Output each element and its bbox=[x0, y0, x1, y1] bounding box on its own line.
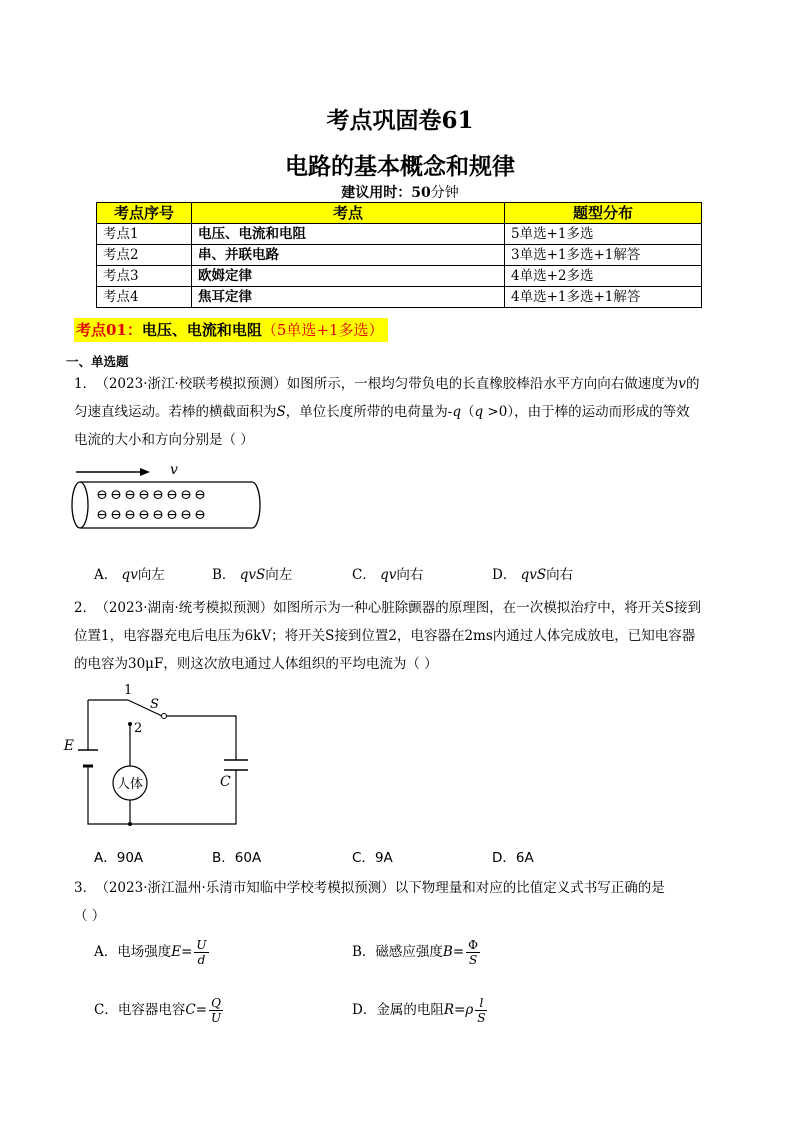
formula-fraction bbox=[466, 938, 480, 967]
option-expr: qvS bbox=[520, 567, 547, 583]
time-label: 建议用时： bbox=[341, 185, 412, 201]
formula-lhs: B bbox=[442, 944, 453, 960]
question-text: 电流的大小和方向分别是（ ） bbox=[74, 432, 254, 448]
negative-charge: ⊖ bbox=[96, 507, 108, 523]
q2-option-c[interactable] bbox=[352, 846, 393, 866]
table-header: 考点 bbox=[192, 203, 505, 224]
negative-charge: ⊖ bbox=[110, 507, 122, 523]
question-line bbox=[74, 622, 714, 650]
option-text: 电容器电容 bbox=[117, 1002, 186, 1018]
option-expr: qvS bbox=[239, 567, 266, 583]
formula-fraction bbox=[194, 938, 208, 967]
page-title: 考点巩固卷61 bbox=[326, 107, 474, 134]
option-text: 金属的电阻 bbox=[376, 1002, 444, 1018]
equals: = bbox=[454, 1002, 466, 1018]
table-cell: 5单选+1多选 bbox=[505, 224, 702, 245]
option-text: 向左 bbox=[137, 567, 165, 583]
question-text: 的电容为30μF，则这次放电通过人体组织的平均电流为（ ） bbox=[74, 656, 438, 672]
section-note: （5单选+1多选） bbox=[261, 321, 384, 339]
table-header-row bbox=[97, 203, 702, 224]
negative-charge: ⊖ bbox=[138, 507, 150, 523]
question-text: （2023·浙江温州·乐清市知临中学校考模拟预测）以下物理量和对应的比值定义式书写正确的是 bbox=[102, 880, 665, 896]
table-cell: 考点2 bbox=[97, 245, 192, 266]
option-label: D． bbox=[492, 850, 516, 866]
table-cell: 考点1 bbox=[97, 224, 192, 245]
denominator: S bbox=[477, 1011, 486, 1025]
option-value: 6A bbox=[515, 850, 534, 866]
q1-option-c[interactable] bbox=[352, 563, 423, 583]
option-label: B． bbox=[212, 567, 236, 583]
option-label: D． bbox=[352, 1002, 377, 1018]
q1-option-d[interactable] bbox=[492, 563, 573, 583]
table-cell: 考点3 bbox=[97, 266, 192, 287]
option-text: 向右 bbox=[396, 567, 424, 583]
switch-label: S bbox=[150, 697, 159, 712]
contact-2-label: 2 bbox=[134, 721, 143, 736]
formula-rho: ρ bbox=[465, 1002, 474, 1018]
var: q bbox=[474, 404, 484, 420]
q3-option-a[interactable] bbox=[94, 938, 211, 967]
question-text: （ bbox=[460, 404, 475, 420]
option-label: C． bbox=[94, 1002, 118, 1018]
question-2 bbox=[74, 594, 714, 678]
option-label: D． bbox=[492, 567, 517, 583]
question-line bbox=[74, 594, 714, 622]
question-line bbox=[74, 370, 714, 398]
section-prefix: 考点01： bbox=[76, 321, 142, 339]
question-line bbox=[74, 650, 714, 678]
numerator: Φ bbox=[468, 938, 478, 952]
contact-2 bbox=[128, 722, 132, 726]
question-text: 匀速直线运动。若棒的横截面积为 bbox=[74, 404, 277, 420]
contact-1-label: 1 bbox=[124, 683, 133, 698]
table-cell: 4单选+2多选 bbox=[505, 266, 702, 287]
table-row bbox=[97, 287, 702, 308]
table-header: 题型分布 bbox=[505, 203, 702, 224]
question-text: 的 bbox=[685, 376, 700, 392]
option-text: 磁感应强度 bbox=[375, 944, 443, 960]
negative-charge: ⊖ bbox=[152, 487, 164, 503]
table-cell: 焦耳定律 bbox=[192, 287, 505, 308]
negative-charge: ⊖ bbox=[194, 507, 206, 523]
option-label: A． bbox=[94, 944, 118, 960]
question-number: 1． bbox=[74, 376, 97, 392]
negative-charge: ⊖ bbox=[138, 487, 150, 503]
question-number: 2． bbox=[74, 600, 97, 616]
charge-row-top bbox=[96, 487, 206, 503]
question-type-heading: 一、单选题 bbox=[66, 354, 129, 369]
formula-lhs: C bbox=[185, 1002, 196, 1018]
negative-charge: ⊖ bbox=[110, 487, 122, 503]
option-label: C． bbox=[352, 850, 375, 866]
question-text: （2023·浙江·校联考模拟预测）如图所示，一根均匀带负电的长直橡胶棒沿水平方向向右做速度为 bbox=[102, 376, 679, 392]
suggested-time bbox=[0, 182, 800, 202]
q2-option-b[interactable] bbox=[212, 846, 261, 866]
formula-lhs: R bbox=[443, 1002, 454, 1018]
denominator: S bbox=[468, 953, 478, 967]
table-cell: 电压、电流和电阻 bbox=[192, 224, 505, 245]
option-text: 向右 bbox=[546, 567, 574, 583]
velocity-label: v bbox=[170, 462, 178, 478]
time-unit: 分钟 bbox=[430, 185, 459, 201]
negative-charge: ⊖ bbox=[166, 487, 178, 503]
option-label: A． bbox=[94, 850, 117, 866]
section-name: 电压、电流和电阻 bbox=[141, 321, 262, 339]
section-heading bbox=[74, 318, 388, 342]
var: S bbox=[276, 404, 286, 420]
junction bbox=[128, 822, 132, 826]
numerator: Q bbox=[209, 996, 223, 1011]
option-expr: qv bbox=[380, 567, 397, 583]
question-number: 3． bbox=[74, 880, 97, 896]
q3-option-c[interactable] bbox=[94, 996, 225, 1025]
var: v bbox=[678, 376, 686, 392]
negative-charge: ⊖ bbox=[166, 507, 178, 523]
charge-row-bottom bbox=[96, 507, 206, 523]
option-expr: qv bbox=[121, 567, 138, 583]
table-row bbox=[97, 266, 702, 287]
denominator: U bbox=[211, 1011, 222, 1025]
q3-option-b[interactable] bbox=[352, 938, 482, 967]
wire bbox=[88, 700, 236, 824]
numerator: l bbox=[475, 996, 487, 1011]
option-text: 电场强度 bbox=[117, 944, 172, 960]
option-text: 向左 bbox=[265, 567, 293, 583]
negative-charge: ⊖ bbox=[180, 487, 192, 503]
option-label: A． bbox=[94, 567, 118, 583]
switch-pivot bbox=[162, 714, 167, 719]
table-header: 考点序号 bbox=[97, 203, 192, 224]
q2-option-d[interactable] bbox=[492, 846, 534, 866]
table-row bbox=[97, 224, 702, 245]
option-value: 90A bbox=[116, 850, 144, 866]
equals: = bbox=[195, 1002, 207, 1018]
q1-option-a[interactable] bbox=[94, 563, 165, 583]
human-body-label: 人体 bbox=[116, 777, 144, 792]
question-1 bbox=[74, 370, 714, 454]
option-label: C． bbox=[352, 567, 376, 583]
rod-figure bbox=[66, 462, 266, 534]
question-line bbox=[74, 398, 714, 426]
q1-option-b[interactable] bbox=[212, 563, 292, 583]
table-cell: 3单选+1多选+1解答 bbox=[505, 245, 702, 266]
defibrillator-circuit bbox=[63, 682, 250, 832]
negative-charge: ⊖ bbox=[124, 487, 136, 503]
table-cell: 4单选+1多选+1解答 bbox=[505, 287, 702, 308]
question-line bbox=[74, 426, 714, 454]
velocity-arrowhead bbox=[140, 468, 150, 476]
var: q bbox=[452, 404, 461, 420]
capacitor-label: C bbox=[220, 774, 231, 790]
table-cell: 串、并联电路 bbox=[192, 245, 505, 266]
equals: = bbox=[181, 944, 193, 960]
rod-left-end bbox=[72, 482, 88, 528]
equals: = bbox=[452, 944, 465, 960]
table-row bbox=[97, 245, 702, 266]
numerator: U bbox=[196, 938, 207, 952]
table-cell: 欧姆定律 bbox=[192, 266, 505, 287]
rod-right-end bbox=[252, 482, 260, 528]
question-text: 位置1，电容器充电后电压为6kV；将开关S接到位置2，电容器在2ms内通过人体完成放电，已知电容器 bbox=[74, 628, 696, 644]
topic-table bbox=[96, 202, 702, 308]
negative-charge: ⊖ bbox=[96, 487, 108, 503]
question-3 bbox=[74, 874, 714, 930]
option-label: B． bbox=[352, 944, 376, 960]
option-label: B． bbox=[212, 850, 235, 866]
negative-charge: ⊖ bbox=[152, 507, 164, 523]
battery-label: E bbox=[63, 738, 74, 754]
option-value: 60A bbox=[234, 850, 262, 866]
formula-lhs: E bbox=[171, 944, 182, 960]
question-text: ，单位长度所带的电荷量为- bbox=[285, 404, 453, 420]
q3-option-d[interactable] bbox=[352, 996, 489, 1025]
denominator: d bbox=[197, 953, 206, 967]
option-value: 9A bbox=[374, 850, 393, 866]
q2-option-a[interactable] bbox=[94, 846, 143, 866]
question-text: （2023·湖南·统考模拟预测）如图所示为一种心脏除颤器的原理图，在一次模拟治疗中，将开关S接到 bbox=[102, 600, 702, 616]
question-text: >0），由于棒的运动而形成的等效 bbox=[483, 404, 690, 420]
negative-charge: ⊖ bbox=[194, 487, 206, 503]
negative-charge: ⊖ bbox=[124, 507, 136, 523]
time-value: 50 bbox=[411, 185, 431, 201]
formula-fraction bbox=[209, 996, 223, 1025]
formula-fraction bbox=[475, 996, 487, 1025]
question-line bbox=[74, 874, 714, 902]
page-subtitle: 电路的基本概念和规律 bbox=[285, 153, 515, 180]
question-text: （ ） bbox=[74, 908, 106, 924]
negative-charge: ⊖ bbox=[180, 507, 192, 523]
question-line bbox=[74, 902, 714, 930]
table-cell: 考点4 bbox=[97, 287, 192, 308]
